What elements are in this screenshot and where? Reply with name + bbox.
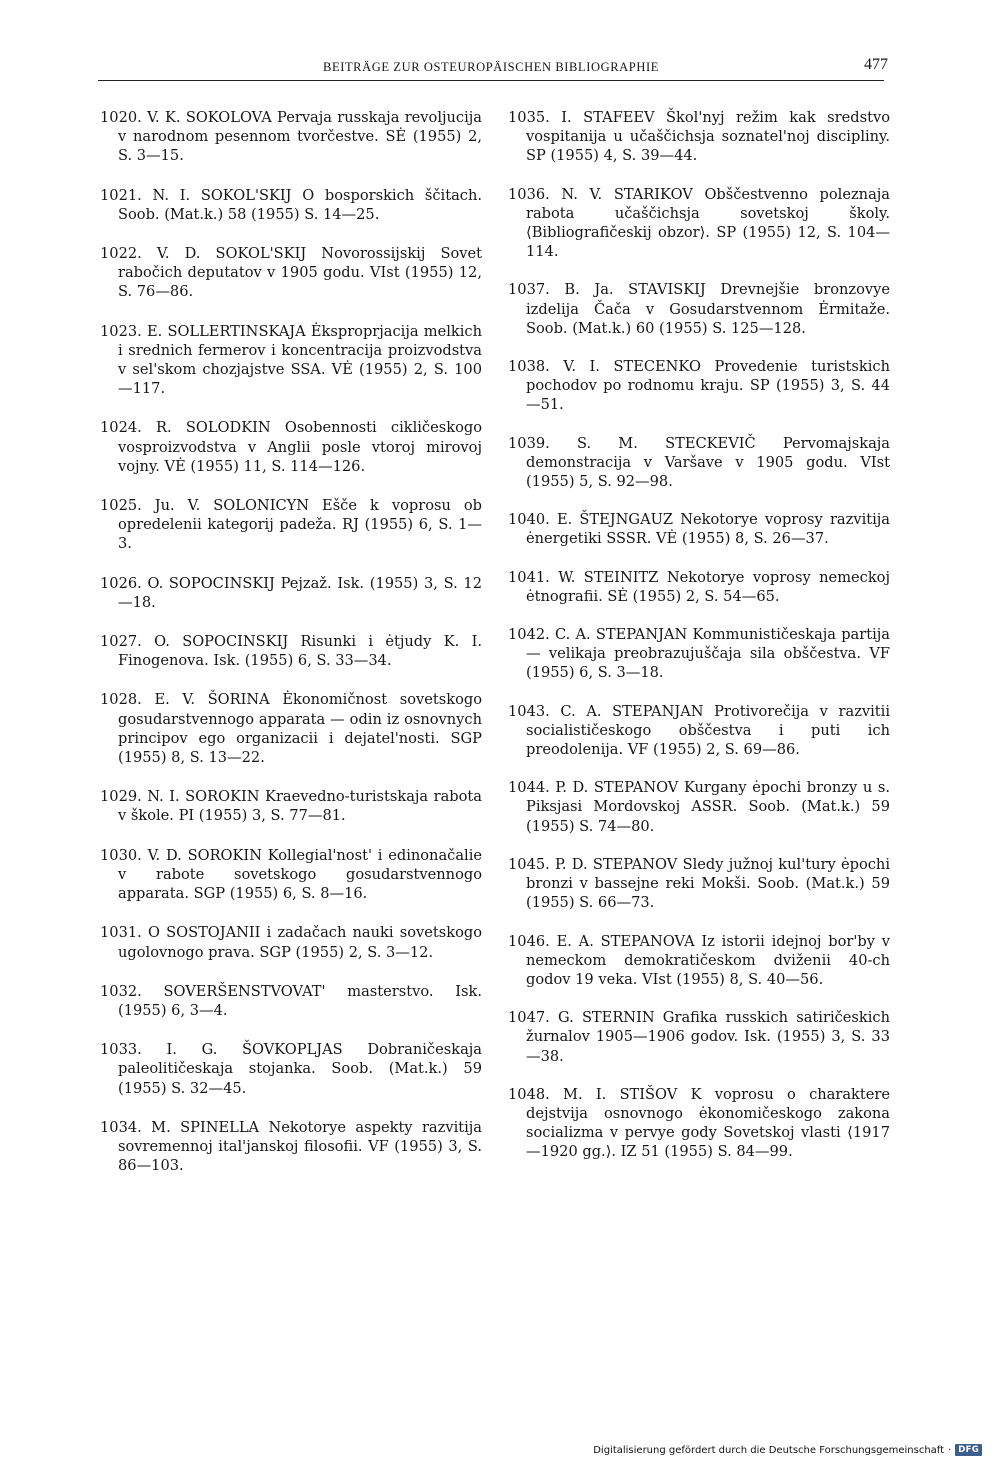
page-number: 477	[864, 56, 888, 73]
bibliography-entry: 1041. W. STEINITZ Nekotorye voprosy nemeckoj ėtnografii. SĖ (1955) 2, S. 54—65.	[508, 568, 890, 605]
bibliography-entry: 1043. C. A. STEPANJAN Protivorečija v razvitii socialističeskogo obščestva i puti ich preodolenija. VF (1955) 2, S. 69—86.	[508, 702, 890, 759]
footer: Digitalisierung gefördert durch die Deutsche Forschungsgemeinschaft · DFG	[593, 1444, 982, 1456]
bibliography-entry: 1037. B. Ja. STAVISKIJ Drevnejšie bronzovye izdelija Čača v Gosudarstvennom Ėrmitaže. Soob. (Mat.k.) 60 (1955) S. 125—128.	[508, 281, 890, 337]
bibliography-entry: 1045. P. D. STEPANOV Sledy južnoj kul'tury ėpochi bronzi v bassejne reki Mokši. Soob. (Mat.k.) 59 (1955) S. 66—73.	[508, 855, 890, 912]
bibliography-entry: 1047. G. STERNIN Grafika russkich satiričeskich žurnalov 1905—1906 godov. Isk. (1955) 3, S. 33—38.	[508, 1009, 890, 1065]
dfg-logo: DFG	[955, 1444, 982, 1456]
bibliography-entry: 1042. C. A. STEPANJAN Kommunističeskaja partija — velikaja preobrazujuščaja sila obščestva. VF (1955) 6, S. 3—18.	[508, 626, 890, 682]
bibliography-entry: 1021. N. I. SOKOL'SKIJ O bosporskich ščitach. Soob. (Mat.k.) 58 (1955) S. 14—25.	[100, 186, 482, 223]
bibliography-entry: 1022. V. D. SOKOL'SKIJ Novorossijskij Sovet rabočich deputatov v 1905 godu. VIst (1955) 12, S. 76—86.	[100, 245, 482, 301]
bibliography-entry: 1048. M. I. STIŠOV K voprosu o charaktere dejstvija osnovnogo ėkonomičeskogo zakona socializma v pervye gody Sovetskoj vlasti ⟨1917—1920 gg.⟩. IZ 51 (1955) S. 84—99.	[508, 1085, 890, 1161]
bibliography-entry: 1044. P. D. STEPANOV Kurgany ėpochi bronzy u s. Piksjasi Mordovskoj ASSR. Soob. (Mat.k.) 59 (1955) S. 74—80.	[508, 779, 890, 835]
bibliography-entry: 1038. V. I. STECENKO Provedenie turistskich pochodov po rodnomu kraju. SP (1955) 3, S. 44—51.	[508, 358, 890, 414]
bibliography-entry: 1031. O SOSTOJANII i zadačach nauki sovetskogo ugolovnogo prava. SGP (1955) 2, S. 3—12.	[100, 924, 482, 961]
left-column	[100, 108, 482, 1195]
bibliography-entry: 1020. V. K. SOKOLOVA Pervaja russkaja revoljucija v narodnom pesennom tvorčestve. SĖ (1955) 2, S. 3—15.	[100, 109, 482, 165]
bibliography-entry: 1026. O. SOPOCINSKIJ Pejzaž. Isk. (1955) 3, S. 12—18.	[100, 574, 482, 611]
bibliography-entry: 1030. V. D. SOROKIN Kollegial'nost' i edinonačalie v rabote sovetskogo gosudarstvennogo apparata. SGP (1955) 6, S. 8—16.	[100, 846, 482, 903]
page-header	[98, 56, 888, 81]
bibliography-entry: 1023. E. SOLLERTINSKAJA Ėksproprjacija melkich i srednich fermerov i koncentracija proizvodstva v sel'skom chozjajstve SSA. VĖ (1955) 2, S. 100—117.	[100, 322, 482, 398]
bibliography-entry: 1033. I. G. ŠOVKOPLJAS Dobraničeskaja paleolitičeskaja stojanka. Soob. (Mat.k.) 59 (1955) S. 32—45.	[100, 1041, 482, 1097]
bibliography-entry: 1036. N. V. STARIKOV Obščestvenno poleznaja rabota učaščichsja sovetskoj školy. ⟨Bibliografičeskij obzor⟩. SP (1955) 12, S. 104—114.	[508, 185, 890, 261]
bibliography-entry: 1025. Ju. V. SOLONICYN Ešče k voprosu ob opredelenii kategorij padeža. RJ (1955) 6, S. 1—3.	[100, 497, 482, 553]
right-column	[508, 108, 890, 1181]
footer-credit: Digitalisierung gefördert durch die Deutsche Forschungsgemeinschaft	[593, 1444, 945, 1456]
bibliography-entry: 1046. E. A. STEPANOVA Iz istorii idejnoj bor'by v nemeckom demokratičeskom dviženii 40-ch godov 19 veka. VIst (1955) 8, S. 40—56.	[508, 932, 890, 988]
bibliography-entry: 1034. M. SPINELLA Nekotorye aspekty razvitija sovremennoj ital'janskoj filosofii. VF (1955) 3, S. 86—103.	[100, 1118, 482, 1175]
bibliography-entry: 1032. SOVERŠENSTVOVAT' masterstvo. Isk. (1955) 6, 3—4.	[100, 982, 482, 1019]
bibliography-entry: 1039. S. M. STECKEVIČ Pervomajskaja demonstracija v Varšave v 1905 godu. VIst (1955) 5, S. 92—98.	[508, 434, 890, 491]
bibliography-entry: 1029. N. I. SOROKIN Kraevedno-turistskaja rabota v škole. PI (1955) 3, S. 77—81.	[100, 788, 482, 825]
bibliography-entry: 1028. E. V. ŠORINA Ėkonomičnost sovetskogo gosudarstvennogo apparata — odin iz osnovnych principov ego organizacii i dejatel'nosti. SGP (1955) 8, S. 13—22.	[100, 691, 482, 767]
bibliography-entry: 1035. I. STAFEEV Škol'nyj režim kak sredstvo vospitanija u učaščichsja soznatel'noj discipliny. SP (1955) 4, S. 39—44.	[508, 109, 890, 165]
running-title: BEITRÄGE ZUR OSTEUROPÄISCHEN BIBLIOGRAPHIE	[323, 60, 659, 74]
bibliography-entry: 1027. O. SOPOCINSKIJ Risunki i ėtjudy K. I. Finogenova. Isk. (1955) 6, S. 33—34.	[100, 633, 482, 670]
bibliography-entry: 1024. R. SOLODKIN Osobennosti cikličeskogo vosproizvodstva v Anglii posle vtoroj mirovoj vojny. VĖ (1955) 11, S. 114—126.	[100, 419, 482, 475]
bibliography-entry: 1040. E. ŠTEJNGAUZ Nekotorye voprosy razvitija ėnergetiki SSSR. VĖ (1955) 8, S. 26—37.	[508, 511, 890, 548]
